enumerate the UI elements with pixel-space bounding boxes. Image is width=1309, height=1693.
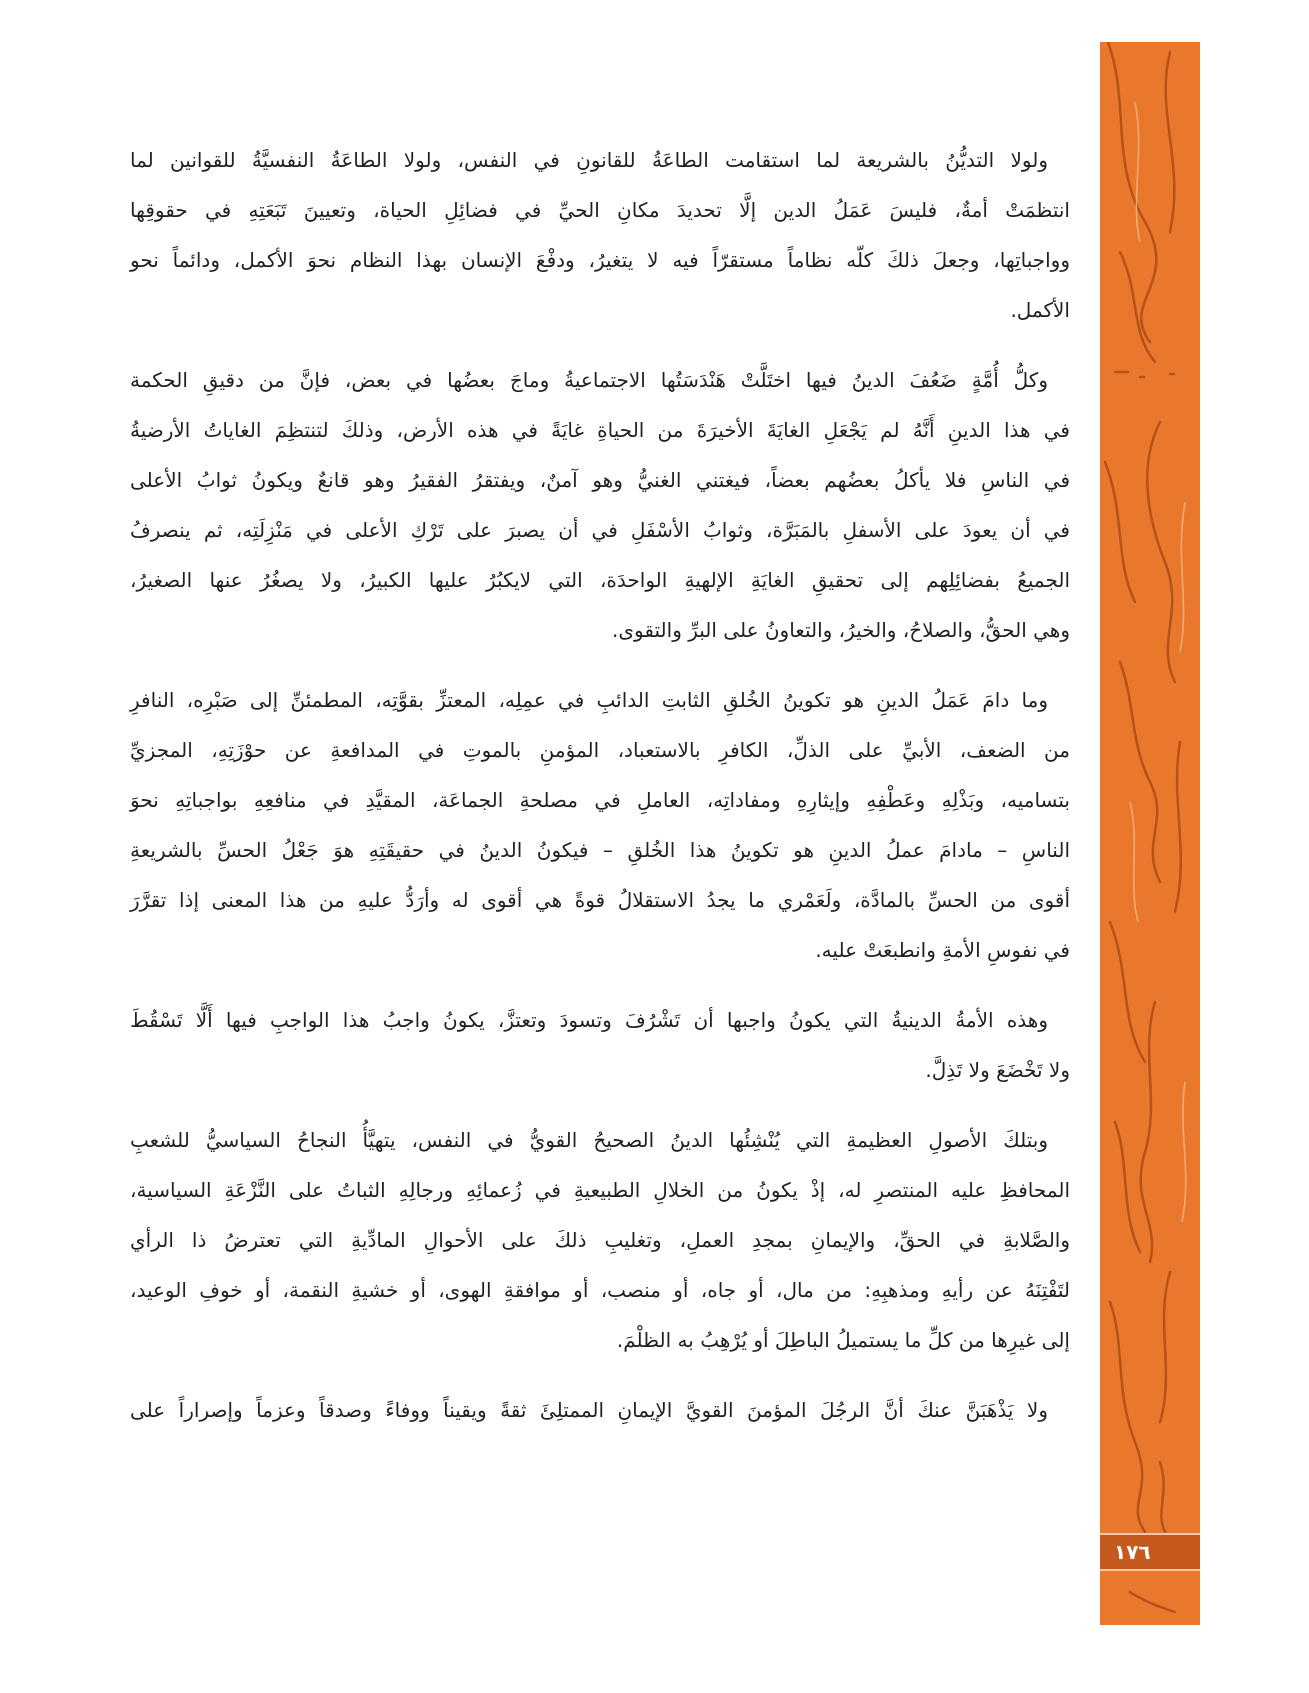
text-line: وكلُّ أُمَّةٍ ضَعُفَ الدينُ فيها اختَلَّتْ هَنْدَسَتُها الاجتماعيةُ وماجَ بعضُها في بعض، فإنَّ من دقيقِ الحكمة (130, 368, 1048, 392)
text-line: ولولا التديُّنُ بالشريعة لما استقامت الطاعَةُ للقانونِ في النفس، ولولا الطاعَةُ النفسيَّةُ للقوانين لما (130, 148, 1048, 172)
text-line: ولا تَخْضَعَ ولا تَذِلَّ. (925, 1058, 1070, 1082)
text-line: أقوى من الحسِّ بالمادَّة، ولَعَمْري ما يجدُ الاستقلالُ قوةً هي أقوى له وأرَدُّ عليهِ من هذا المعنى إذا تقرَّرَ (130, 888, 1070, 912)
text-line: وواجباتِها، وجعلَ ذلكَ كلّه نظاماً مستقرّاً فيه لا يتغيرُ، ودفْعَ الإنسان بهذا النظام نحوَ الأكمل، ودائماً نحو (130, 248, 1070, 272)
text-line: لتَفْتِنَهُ عن رأيهِ ومذهبِهِ: من مال، أو جاه، أو منصب، أو موافقةِ الهوى، أو خشيةِ النقمة، أو خوفِ الوعيد، (130, 1278, 1070, 1302)
text-line: وهي الحقُّ، والصلاحُ، والخيرُ، والتعاونُ على البرِّ والتقوى. (612, 618, 1070, 642)
paragraph (130, 135, 1070, 335)
text-line: وهذه الأمةُ الدينيةُ التي يكونُ واجبها أن تَشْرُفَ وتسودَ وتعتزَّ، يكونُ واجبُ هذا الواجبِ فيها أَلَّا تَسْقُطَ (130, 1008, 1048, 1032)
text-line: وما دامَ عَمَلُ الدينِ هو تكوينُ الخُلقِ الثابتِ الدائبِ في عمِلِه، المعتزِّ بقوَّتِه، المطمئنِّ إلى صَبْرِه، النافرِ (130, 688, 1048, 712)
text-line: الجميعُ بفضائِلِهم إلى تحقيقِ الغايَةِ الإلهيةِ الواحدَة، التي لايكبُرُ عليها الكبيرُ، ولا يصغُرُ عنها الصغيرُ، (130, 568, 1070, 592)
text-line: والصَّلابةِ في الحقِّ، والإيمانِ بمجدِ العملِ، وتغليبِ ذلكَ على الأحوالِ المادِّيةِ التي تعترضُ ذا الرأي (130, 1228, 1070, 1252)
page-number-text: ١٧٦ (1114, 1540, 1151, 1564)
body-text (130, 135, 1070, 1455)
text-line: ولا يَذْهَبَنَّ عنكَ أنَّ الرجُلَ المؤمنَ القويَّ الإيمانِ الممتلِئَ ثقةً ويقيناً ووفاءً وصدقاً وعزماً وإصراراً على (130, 1398, 1048, 1422)
text-line: وبتلكَ الأصولِ العظيمةِ التي يُنْشِئُها الدينُ الصحيحُ القويُّ في النفس، يتهيَّأُ النجاحُ السياسيُّ للشعبِ (130, 1128, 1048, 1152)
paragraph (130, 1115, 1070, 1365)
paragraph (130, 675, 1070, 975)
page-number (1100, 1533, 1200, 1571)
text-line: في الناسِ فلا يأكلُ بعضُهم بعضاً، فيغتني الغنيُّ وهو آمنٌ، ويفتقرُ الفقيرُ وهو قانعٌ ويكونُ ثوابُ الأعلى (130, 468, 1070, 492)
text-line: في هذا الدينِ أَنَّهُ لم يَجْعَلِ الغايَةَ الأخيرَةَ من الحياةِ غايَةً في هذه الأرض، وذلكَ لتنتظِمَ الغاياتُ الأرضيةُ (130, 418, 1070, 442)
text-line: بتساميه، وبَذْلِهِ وعَطْفِهِ وإيثارِهِ ومفاداتِه، العاملِ في مصلحةِ الجماعَة، المقيَّدِ في منافعِهِ بواجباتِهِ نحوَ (130, 788, 1070, 812)
text-line: انتظمَتْ أمةٌ، فليسَ عَمَلُ الدين إلَّا تحديدَ مكانِ الحيِّ في فضائِلِ الحياة، وتعيينَ تَبَعَتِهِ في حقوقِها (130, 198, 1070, 222)
text-line: من الضعف، الأبيِّ على الذلِّ، الكافرِ بالاستعباد، المؤمنِ بالموتِ في المدافعةِ عن حوْزَتِهِ، المجزيِّ (130, 738, 1070, 762)
text-line: إلى غيرِها من كلِّ ما يستميلُ الباطِلَ أو يُرْهِبُ به الظلْمَ. (616, 1328, 1070, 1352)
text-line: في أن يعودَ على الأسفلِ بالمَبَرَّة، وثوابُ الأسْفَلِ في أن يصبرَ على تَرْكِ الأعلى في مَنْزِلَتِه، ثم ينصرفُ (130, 518, 1070, 542)
paragraph (130, 995, 1070, 1095)
paragraph (130, 355, 1070, 655)
decorative-side-band (1100, 42, 1200, 1625)
text-line: الأكمل. (1010, 298, 1070, 322)
band-decoration (1100, 42, 1200, 1625)
paragraph (130, 1385, 1070, 1435)
text-line: الناسِ – مادامَ عملُ الدينِ هو تكوينُ هذا الخُلقِ – فيكونُ الدينُ في حقيقَتِهِ هوَ جَعْلُ الحسِّ بالشريعةِ (130, 838, 1070, 862)
text-line: المحافظِ عليه المنتصرِ له، إذْ يكونُ من الخلالِ الطبيعيةِ في زُعمائِهِ ورجالِهِ الثباتُ على النَّزْعَةِ السياسية، (130, 1178, 1070, 1202)
text-line: في نفوسِ الأمةِ وانطبعَتْ عليه. (815, 938, 1070, 962)
